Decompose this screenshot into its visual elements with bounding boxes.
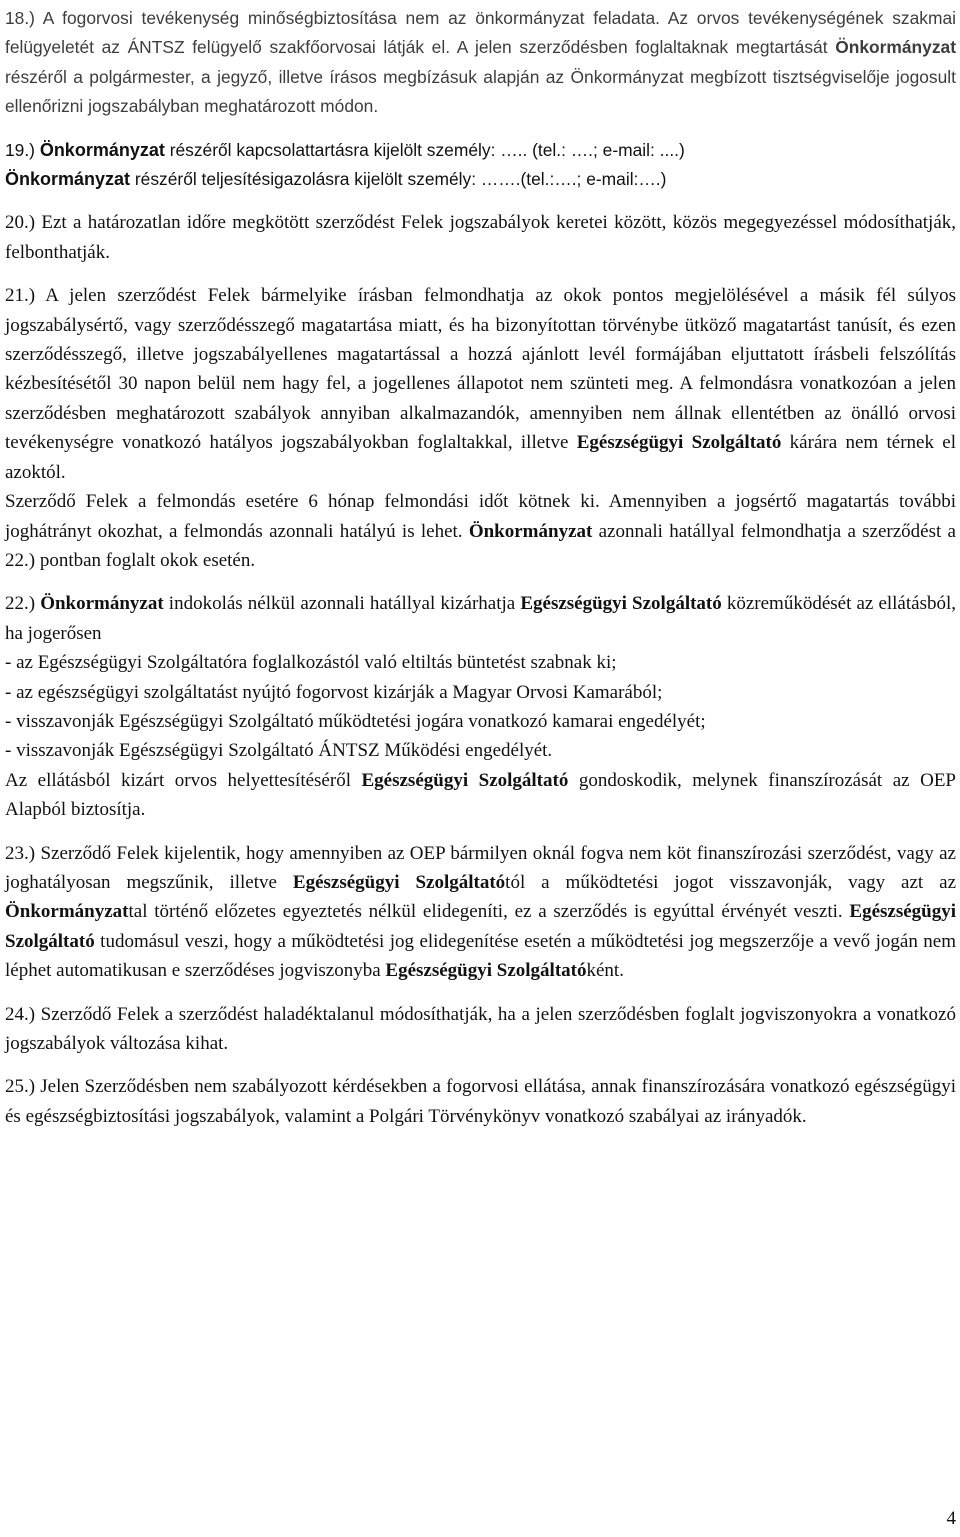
paragraph-22-intro: 22.) Önkormányzat indokolás nélkül azonnali hatállyal kizárhatja Egészségügyi Szolgáltató közreműködését az ellátásból, ha jogerősen [5,593,957,644]
paragraph-18: 18.) A fogorvosi tevékenység minőségbiztosítása nem az önkormányzat feladata. Az orvos tevékenységének szakmai felügyeletét az ÁNTSZ felügyelő szakfőorvosai látják el. A jelen szerződésben foglaltaknak megtartását Önkormányzat részéről a polgármester, a jegyző, illetve írásos megbízásuk alapján az Önkormányzat megbízott tisztségviselője jogosult ellenőrizni jogszabályban meghatározott módon. [5,8,956,117]
paragraph-24: 24.) Szerződő Felek a szerződést haladéktalanul módosíthatják, ha a jelen szerződésben foglalt jogviszonyokra a vonatkozó jogszabályok változása kihat. [5,1003,956,1054]
certification-person-line: Önkormányzat részéről teljesítésigazolásra kijelölt személy: …….(tel.:….; e-mail:….) [5,169,667,190]
paragraph-22 [5,589,956,824]
list-item: - visszavonják Egészségügyi Szolgáltató ÁNTSZ Működési engedélyét. [5,740,553,762]
paragraph-25: 25.) Jelen Szerződésben nem szabályozott kérdésekben a fogorvosi ellátása, annak finanszírozására vonatkozó egészségügyi és egészségbiztosítási jogszabályok, valamint a Polgári Törvénykönyv vonatkozó szabályai az irányadók. [5,1076,956,1127]
paragraph-21 [5,281,956,575]
paragraph-21-part-1: 21.) A jelen szerződést Felek bármelyike írásban felmondhatja az okok pontos megjelölésével a másik fél súlyos jogszabálysértő, vagy szerződésszegő magatartása miatt, és ha bizonyítottan törvénybe ütköző magatartást tanúsít, és ezen szerződésszegő, illetve jogszabályellenes magatartással a hozzá ajánlott levél formájában eljuttatott írásbeli felszólítás kézbesítésétől 30 napon belül nem hagy fel, a jogellenes állapotot nem szünteti meg. A felmondásra vonatkozóan a jelen szerződésben meghatározott szabályok annyiban alkalmazandók, amennyiben nem állnak ellentétben az önálló orvosi tevékenységre vonatkozó hatályos jogszabályokban foglaltakkal, illetve Egészségügyi Szolgáltató kárára nem térnek el azoktól. [5,285,956,483]
page-number: 4 [946,1508,956,1529]
list-item: - az egészségügyi szolgáltatást nyújtó fogorvost kizárják a Magyar Orvosi Kamarából; [5,681,663,703]
paragraph-23: 23.) Szerződő Felek kijelentik, hogy amennyiben az OEP bármilyen oknál fogva nem köt finanszírozási szerződést, vagy az joghatályosan megszűnik, illetve Egészségügyi Szolgáltatótól a működtetési jogot visszavonják, vagy azt az Önkormányzattal történő előzetes egyeztetés nélkül elidegeníti, ez a szerződés is egyúttal érvényét veszti. Egészségügyi Szolgáltató tudomásul veszi, hogy a működtetési jog elidegenítése esetén a működtetési jog megszerzője a vevő jogán nem léphet automatikusan e szerződéses jogviszonyba Egészségügyi Szolgáltatóként. [5,842,956,982]
contact-person-line: 19.) Önkormányzat részéről kapcsolattartásra kijelölt személy: ….. (tel.: ….; e-mail: ....) [5,139,685,160]
paragraph-22-substitution: Az ellátásból kizárt orvos helyettesítéséről Egészségügyi Szolgáltató gondoskodik, melynek finanszírozását az OEP Alapból biztosítja. [5,769,956,821]
paragraph-21-part-2: Szerződő Felek a felmondás esetére 6 hónap felmondási időt kötnek ki. Amennyiben a jogsértő magatartás további joghátrányt okozhat, a felmondás azonnali hatályú is lehet. Önkormányzat azonnali hatállyal felmondhatja a szerződést a 22.) pontban foglalt okok esetén. [5,491,956,571]
paragraph-19 [5,136,956,195]
paragraph-20: 20.) Ezt a határozatlan időre megkötött szerződést Felek jogszabályok keretei között, közös megegyezéssel módosíthatják, felbonthatják. [5,212,956,263]
list-item: - visszavonják Egészségügyi Szolgáltató működtetési jogára vonatkozó kamarai engedélyét; [5,710,706,732]
list-item: - az Egészségügyi Szolgáltatóra foglalkozástól való eltiltás büntetést szabnak ki; [5,652,617,674]
